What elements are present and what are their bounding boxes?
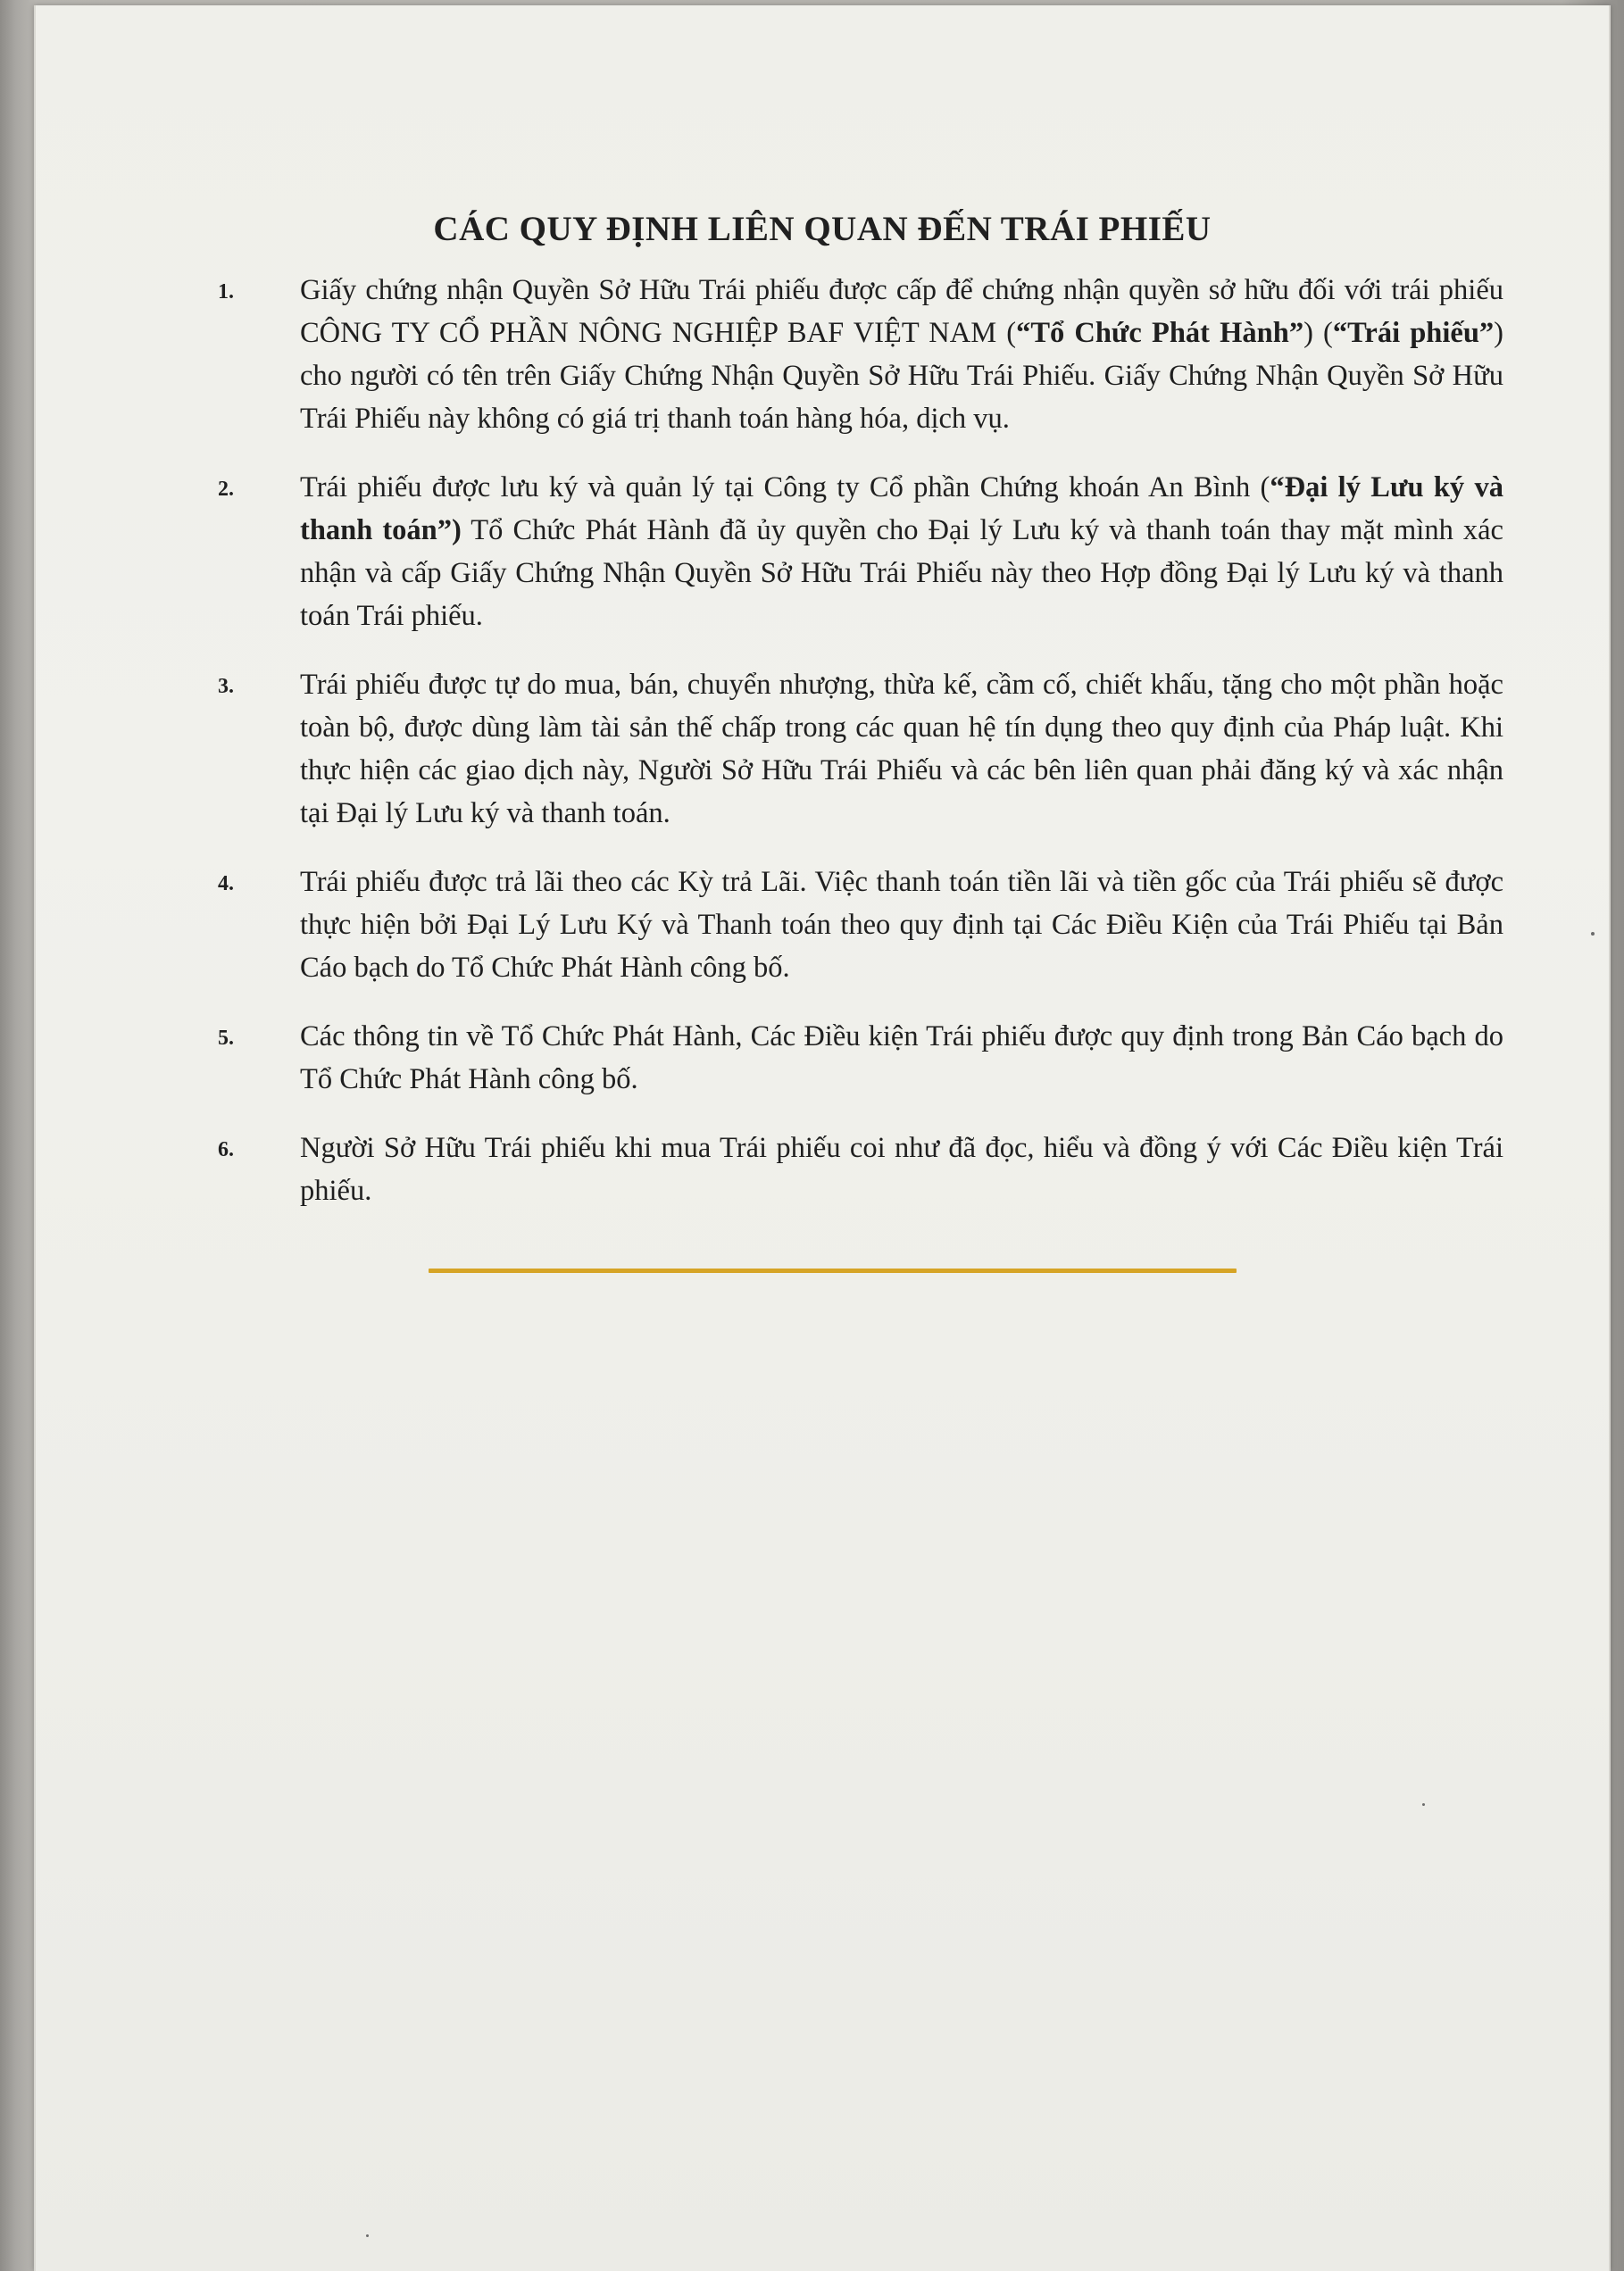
clause-1 — [218, 269, 1503, 440]
clause-number: 4. — [218, 872, 234, 895]
paper-speck — [1591, 932, 1595, 936]
clause-text: Trái phiếu được lưu ký và quản lý tại Công ty Cổ phần Chứng khoán An Bình ( — [300, 471, 1270, 503]
clause-number: 2. — [218, 478, 234, 501]
paper-page — [34, 5, 1611, 2271]
paper-speck — [366, 2234, 369, 2237]
clause-list — [218, 269, 1503, 1238]
clause-text: Trái phiếu được tự do mua, bán, chuyển nhượng, thừa kế, cầm cố, chiết khấu, tặng cho một phần hoặc toàn bộ, được dùng làm tài sản thế chấp trong các quan hệ tín dụng theo quy định của Pháp luật. Khi thực hiện các giao dịch này, Người Sở Hữu Trái Phiếu và các bên liên quan phải đăng ký và xác nhận tại Đại lý Lưu ký và thanh toán. — [300, 669, 1503, 829]
clause-text: Các thông tin về Tổ Chức Phát Hành, Các Điều kiện Trái phiếu được quy định trong Bản Cáo bạch do Tổ Chức Phát Hành công bố. — [300, 1020, 1503, 1095]
clause-bold-term: “Trái phiếu” — [1332, 317, 1495, 349]
clause-text: Người Sở Hữu Trái phiếu khi mua Trái phiếu coi như đã đọc, hiểu và đồng ý với Các Điều kiện Trái phiếu. — [300, 1132, 1503, 1207]
clause-text: Giấy chứng nhận Quyền Sở Hữu Trái phiếu được cấp để chứng nhận quyền sở hữu đối với trái phiếu CÔNG TY CỔ PHẦN NÔNG NGHIỆP BAF VIỆT NAM ( — [300, 274, 1503, 349]
clause-text: Trái phiếu được trả lãi theo các Kỳ trả Lãi. Việc thanh toán tiền lãi và tiền gốc của Trái phiếu sẽ được thực hiện bởi Đại Lý Lưu Ký và Thanh toán theo quy định tại Các Điều Kiện của Trái Phiếu tại Bản Cáo bạch do Tổ Chức Phát Hành công bố. — [300, 866, 1503, 984]
clause-text: ) cho người có tên trên Giấy Chứng Nhận Quyền Sở Hữu Trái Phiếu. Giấy Chứng Nhận Quyền Sở Hữu Trái Phiếu này không có giá trị thanh toán hàng hóa, dịch vụ. — [300, 317, 1503, 435]
paper-speck — [1422, 1803, 1425, 1806]
clause-4 — [218, 861, 1503, 989]
clause-number: 6. — [218, 1138, 234, 1161]
clause-number: 1. — [218, 280, 234, 304]
clause-text: ) ( — [1303, 317, 1333, 349]
clause-text: Tổ Chức Phát Hành đã ủy quyền cho Đại lý Lưu ký và thanh toán thay mặt mình xác nhận và cấp Giấy Chứng Nhận Quyền Sở Hữu Trái Phiếu này theo Hợp đồng Đại lý Lưu ký và thanh toán Trái phiếu. — [300, 514, 1503, 632]
gold-divider-line — [429, 1269, 1237, 1273]
clause-number: 3. — [218, 675, 234, 698]
clause-6 — [218, 1127, 1503, 1212]
clause-bold-term: “Tổ Chức Phát Hành” — [1016, 317, 1304, 349]
clause-5 — [218, 1015, 1503, 1101]
clause-number: 5. — [218, 1027, 234, 1050]
clause-bold-term: “Đại lý Lưu ký và thanh toán”) — [300, 471, 1503, 546]
document-title: CÁC QUY ĐỊNH LIÊN QUAN ĐẾN TRÁI PHIẾU — [433, 210, 1212, 248]
clause-3 — [218, 663, 1503, 835]
clause-2 — [218, 466, 1503, 637]
